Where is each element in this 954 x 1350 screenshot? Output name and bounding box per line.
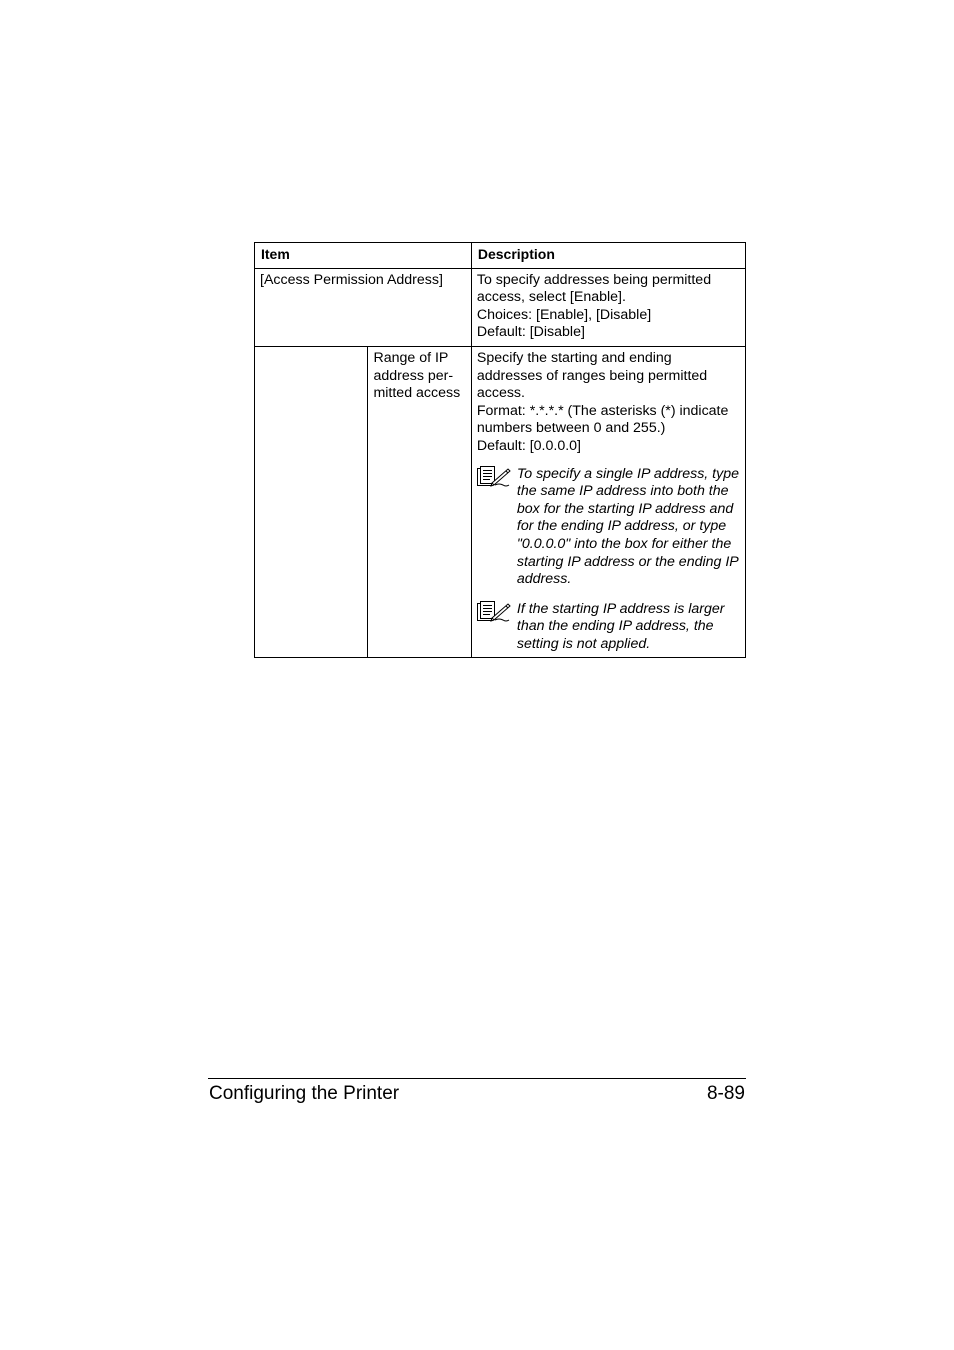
note-block bbox=[477, 466, 740, 589]
note-pencil-icon bbox=[477, 466, 517, 589]
note-line: for the ending IP address, or type bbox=[516, 518, 727, 535]
description-line: Specify the starting and ending bbox=[476, 349, 672, 366]
note-text bbox=[517, 466, 740, 589]
note-pencil-icon bbox=[477, 601, 517, 654]
subitem-line: address per- bbox=[373, 367, 454, 384]
description-line: To specify addresses being permitted bbox=[476, 271, 712, 288]
item-access-permission-address bbox=[255, 268, 472, 346]
note-text bbox=[517, 601, 740, 654]
description-access-permission bbox=[471, 268, 745, 346]
note-block bbox=[477, 601, 740, 654]
table-row bbox=[255, 346, 746, 658]
description-line: addresses of ranges being permitted bbox=[476, 367, 708, 384]
note-line: If the starting IP address is larger bbox=[516, 600, 725, 617]
table-row bbox=[255, 268, 746, 346]
description-line: Default: [0.0.0.0] bbox=[476, 437, 581, 454]
note-line: setting is not applied. bbox=[516, 635, 651, 652]
table-header-row bbox=[255, 243, 746, 269]
subitem-line: Range of IP bbox=[373, 349, 449, 366]
header-description: Description bbox=[471, 243, 745, 269]
settings-table bbox=[254, 242, 746, 658]
item-label: [Access Permission Address] bbox=[260, 271, 443, 288]
description-line: access, select [Enable]. bbox=[476, 289, 626, 306]
subitem-line: mitted access bbox=[373, 385, 461, 402]
note-line: address. bbox=[516, 571, 572, 588]
note-line: than the ending IP address, the bbox=[516, 618, 714, 635]
description-line: Default: [Disable] bbox=[476, 324, 585, 341]
footer-divider bbox=[208, 1078, 746, 1079]
footer-chapter-title: Configuring the Printer bbox=[209, 1083, 400, 1104]
description-line: Format: *.*.*.* (The asterisks (*) indicate bbox=[476, 402, 729, 419]
footer-page-number: 8-89 bbox=[706, 1083, 745, 1104]
note-line: "0.0.0.0" into the box for either the bbox=[516, 535, 732, 552]
description-ip-range bbox=[471, 346, 745, 658]
description-line: numbers between 0 and 255.) bbox=[476, 420, 666, 437]
subitem-ip-range bbox=[368, 346, 471, 658]
note-line: the same IP address into both the bbox=[516, 483, 729, 500]
indent-cell bbox=[255, 346, 368, 658]
description-line: Choices: [Enable], [Disable] bbox=[476, 306, 652, 323]
note-line: box for the starting IP address and bbox=[516, 500, 734, 517]
note-line: To specify a single IP address, type bbox=[516, 465, 740, 482]
note-line: starting IP address or the ending IP bbox=[516, 553, 739, 570]
header-item: Item bbox=[255, 243, 472, 269]
description-line: access. bbox=[476, 385, 525, 402]
